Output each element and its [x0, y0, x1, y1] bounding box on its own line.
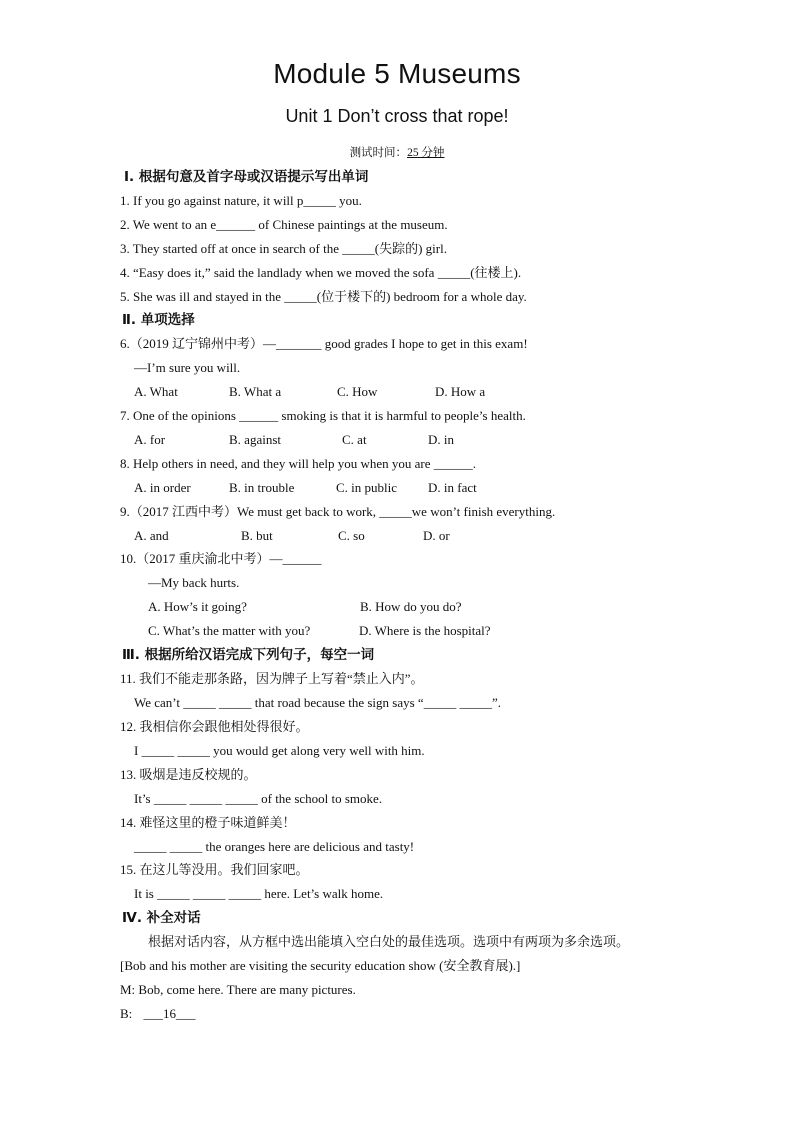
question-15-english: It is _____ _____ _____ here. Let’s walk home.	[134, 886, 384, 901]
question-6: 6.（2019 辽宁锦州中考）—_______ good grades I hope to get in this exam!	[120, 336, 528, 351]
question-2: 2. We went to an e______ of Chinese paintings at the museum.	[120, 217, 448, 232]
question-10-option-b: B. How do you do?	[360, 599, 462, 614]
question-10-reply: —My back hurts.	[148, 575, 240, 590]
question-13-chinese: 13. 吸烟是违反校规的。	[120, 767, 257, 782]
question-10-option-a: A. How’s it going?	[148, 599, 247, 614]
question-6-option-c: C. How	[337, 384, 378, 399]
question-8-option-c: C. in public	[336, 480, 398, 495]
question-8: 8. Help others in need, and they will help you when you are ______.	[120, 456, 476, 471]
question-6-reply: —I’m sure you will.	[134, 360, 241, 375]
question-6-option-b: B. What a	[229, 384, 282, 399]
question-9-option-a: A. and	[134, 528, 169, 543]
question-7-option-b: B. against	[229, 432, 281, 447]
question-15-chinese: 15. 在这儿等没用。我们回家吧。	[120, 862, 309, 877]
question-8-option-b: B. in trouble	[229, 480, 295, 495]
question-6-option-a: A. What	[134, 384, 178, 399]
question-8-option-d: D. in fact	[428, 480, 477, 495]
question-4: 4. “Easy does it,” said the landlady when we moved the sofa _____(往楼上).	[120, 265, 522, 280]
question-10: 10.（2017 重庆渝北中考）—______	[120, 551, 322, 566]
question-14-english: _____ _____ the oranges here are delicious and tasty!	[134, 839, 415, 854]
dialogue-bob-line	[120, 1005, 196, 1023]
page-subtitle: Unit 1 Don’t cross that rope!	[285, 106, 509, 126]
section-1-heading: Ⅰ. 根据句意及首字母或汉语提示写出单词	[124, 169, 369, 185]
question-9-option-c: C. so	[338, 528, 365, 543]
question-9-option-d: D. or	[423, 528, 450, 543]
section-2-heading: Ⅱ. 单项选择	[122, 312, 195, 328]
question-3: 3. They started off at once in search of the _____(失踪的) girl.	[120, 241, 447, 256]
question-9: 9.（2017 江西中考）We must get back to work, _____we won’t finish everything.	[120, 504, 556, 519]
test-time-label: 测试时间：	[349, 147, 408, 159]
question-10-option-d: D. Where is the hospital?	[359, 623, 491, 638]
dialogue-instruction: 根据对话内容，从方框中选出能填入空白处的最佳选项。选项中有两项为多余选项。	[148, 934, 630, 949]
test-time-value: 25 分钟	[407, 147, 445, 159]
question-14-chinese: 14. 难怪这里的橙子味道鲜美！	[120, 815, 296, 830]
blank-16: ___16___	[143, 1006, 196, 1021]
question-7-option-d: D. in	[428, 432, 454, 447]
question-1: 1. If you go against nature, it will p_____ you.	[120, 193, 362, 208]
question-12-english: I _____ _____ you would get along very well with him.	[134, 743, 425, 758]
dialogue-bob-label: B:	[120, 1006, 133, 1021]
question-7: 7. One of the opinions ______ smoking is that it is harmful to people’s health.	[120, 408, 526, 423]
section-4-heading: Ⅳ. 补全对话	[122, 910, 201, 926]
question-5: 5. She was ill and stayed in the _____(位于楼下的) bedroom for a whole day.	[120, 289, 527, 304]
dialogue-mother-line: M: Bob, come here. There are many pictures.	[120, 982, 356, 997]
question-12-chinese: 12. 我相信你会跟他相处得很好。	[120, 719, 309, 734]
test-time	[0, 144, 794, 160]
question-8-option-a: A. in order	[134, 480, 191, 495]
section-3-heading: Ⅲ. 根据所给汉语完成下列句子，每空一词	[122, 647, 375, 663]
page-title: Module 5 Museums	[273, 58, 521, 89]
question-13-english: It’s _____ _____ _____ of the school to smoke.	[134, 791, 383, 806]
question-7-option-a: A. for	[134, 432, 166, 447]
dialogue-context: [Bob and his mother are visiting the security education show (安全教育展).]	[120, 958, 521, 973]
question-7-option-c: C. at	[342, 432, 367, 447]
question-6-option-d: D. How a	[435, 384, 486, 399]
question-10-option-c: C. What’s the matter with you?	[148, 623, 311, 638]
question-9-option-b: B. but	[241, 528, 273, 543]
question-11-chinese: 11. 我们不能走那条路，因为牌子上写着“禁止入内”。	[120, 671, 424, 686]
question-11-english: We can’t _____ _____ that road because the sign says “_____ _____”.	[134, 695, 501, 710]
